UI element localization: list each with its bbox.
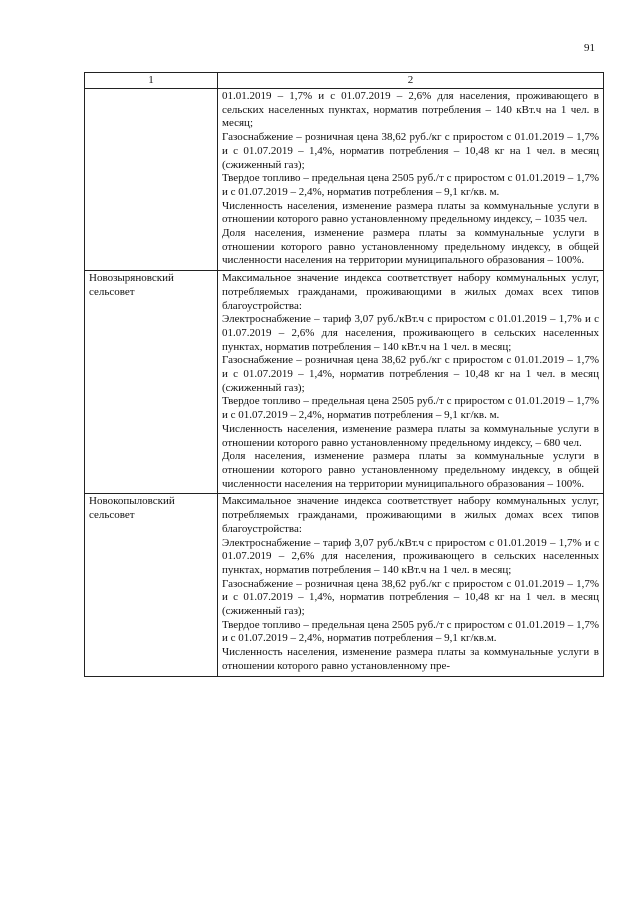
description-paragraph: Численность населения, изменение размера платы за коммунальные услуги в отношении которого равно установленному пре-	[222, 646, 599, 672]
page-number: 91	[584, 42, 595, 54]
description-paragraph: Численность населения, изменение размера платы за коммунальные услуги в отношении которого равно установленному предельному индексу, – 680 чел.	[222, 422, 599, 449]
column-header-1: 1	[85, 73, 218, 89]
description-paragraph: Твердое топливо – предельная цена 2505 руб./т с приростом с 01.01.2019 – 1,7% и с 01.07.2019 – 2,4%, норматив потребления – 9,1 кг/кв.м.	[222, 618, 599, 645]
tariff-table	[84, 72, 604, 677]
description-paragraph: Максимальное значение индекса соответствует набору коммунальных услуг, потребляемых гражданами, проживающими в жилых домах всех типов благоустройства:	[222, 272, 599, 312]
description-cell	[218, 89, 604, 271]
description-paragraph: Твердое топливо – предельная цена 2505 руб./т с приростом с 01.01.2019 – 1,7% и с 01.07.2019 – 2,4%, норматив потребления – 9,1 кг/кв. м.	[222, 395, 599, 422]
table-row	[85, 494, 604, 676]
description-paragraph: Максимальное значение индекса соответствует набору коммунальных услуг, потребляемых гражданами, проживающими в жилых домах всех типов благоустройства:	[222, 495, 599, 535]
description-paragraph: Электроснабжение – тариф 3,07 руб./кВт.ч с приростом с 01.01.2019 – 1,7% и с 01.07.2019 – 2,6% для населения, проживающего в сельских населенных пунктах, норматив потребления – 140 кВт.ч на 1 чел. в месяц;	[222, 536, 599, 576]
municipality-cell	[85, 89, 218, 271]
municipality-cell	[85, 494, 218, 676]
description-paragraph: 01.01.2019 – 1,7% и с 01.07.2019 – 2,6% для населения, проживающего в сельских населенных пунктах, норматив потребления – 140 кВт.ч на 1 чел. в месяц;	[222, 90, 599, 130]
description-cell	[218, 271, 604, 494]
table-header-row	[85, 73, 604, 89]
column-header-2: 2	[218, 73, 604, 89]
description-paragraph: Доля населения, изменение размера платы за коммунальные услуги в отношении которого равно установленному предельному индексу, в общей численности населения на территории муниципального образования – 100%.	[222, 227, 599, 267]
table-row	[85, 89, 604, 271]
description-paragraph: Газоснабжение – розничная цена 38,62 руб./кг с приростом с 01.01.2019 – 1,7% и с 01.07.2019 – 1,4%, норматив потребления – 10,48 кг на 1 чел. в месяц (сжиженный газ);	[222, 354, 599, 394]
municipality-cell	[85, 271, 218, 494]
description-paragraph: Электроснабжение – тариф 3,07 руб./кВт.ч с приростом с 01.01.2019 – 1,7% и с 01.07.2019 – 2,6% для населения, проживающего в сельских населенных пунктах, норматив потребления – 140 кВт.ч на 1 чел. в месяц;	[222, 313, 599, 353]
municipality-name: Новокопыловский сельсовет	[89, 495, 175, 522]
table-row	[85, 271, 604, 494]
description-paragraph: Твердое топливо – предельная цена 2505 руб./т с приростом с 01.01.2019 – 1,7% и с 01.07.2019 – 2,4%, норматив потребления – 9,1 кг/кв. м.	[222, 172, 599, 198]
municipality-name: Новозыряновский сельсовет	[89, 272, 174, 298]
description-paragraph: Газоснабжение – розничная цена 38,62 руб./кг с приростом с 01.01.2019 – 1,7% и с 01.07.2019 – 1,4%, норматив потребления – 10,48 кг на 1 чел. в месяц (сжиженный газ);	[222, 131, 599, 171]
description-paragraph: Численность населения, изменение размера платы за коммунальные услуги в отношении которого равно установленному предельному индексу, – 1035 чел.	[222, 199, 599, 226]
description-paragraph: Доля населения, изменение размера платы за коммунальные услуги в отношении которого равно установленному предельному индексу, в общей численности населения на территории муниципального образования – 100%.	[222, 450, 599, 490]
description-paragraph: Газоснабжение – розничная цена 38,62 руб./кг с приростом с 01.01.2019 – 1,7% и с 01.07.2019 – 1,4%, норматив потребления – 10,48 кг на 1 чел. в месяц (сжиженный газ);	[222, 577, 599, 618]
description-cell	[218, 494, 604, 676]
